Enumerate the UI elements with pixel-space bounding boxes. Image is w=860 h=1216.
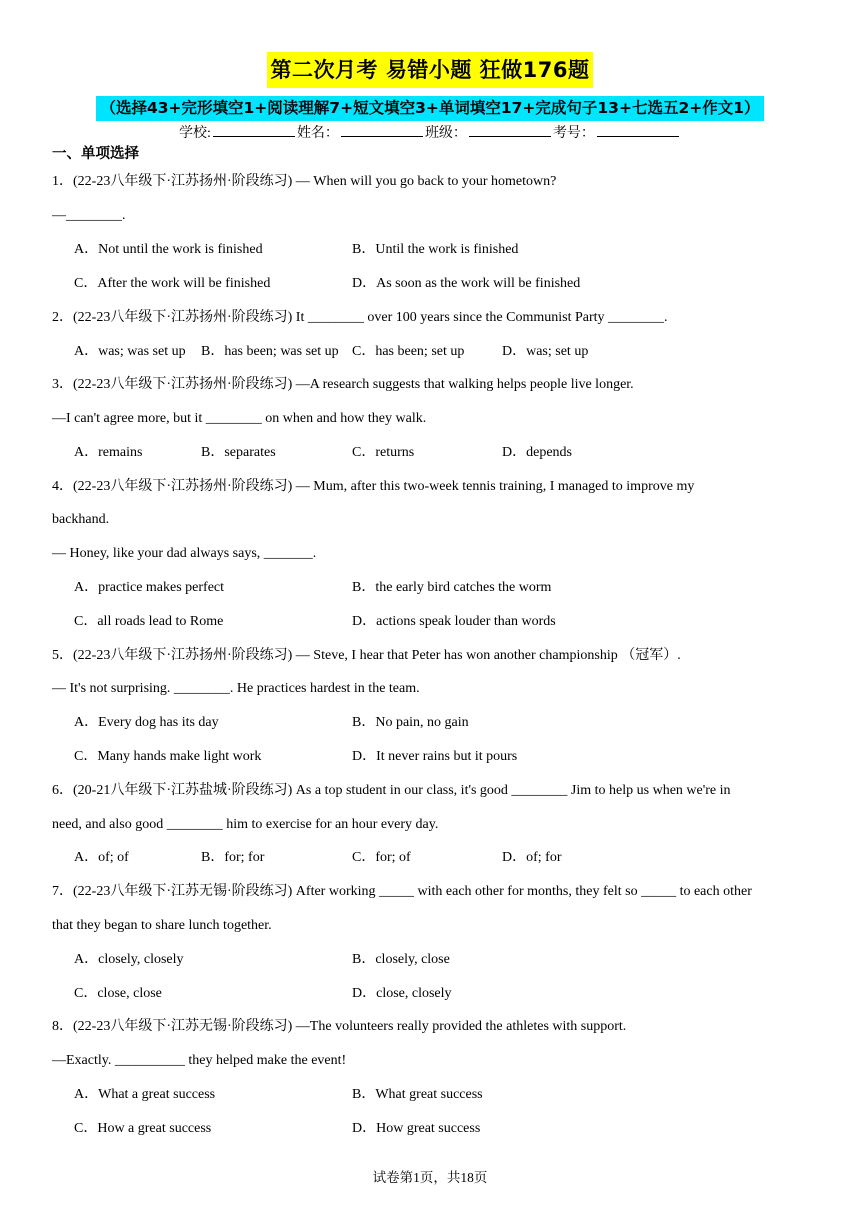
question-6-option-d: D．of; for <box>502 850 562 865</box>
question-2-option-b: B．has been; was set up <box>201 344 339 359</box>
question-8-option-b: B．What great success <box>352 1087 483 1102</box>
question-7-option-d: D．close, closely <box>352 986 452 1001</box>
name-label: 姓名： <box>296 126 339 141</box>
question-4-option-b: B．the early bird catches the worm <box>352 580 552 595</box>
page-footer: 试卷第1页，共18页 <box>372 1170 488 1185</box>
question-8-option-c: C．How a great success <box>74 1121 212 1136</box>
school-blank <box>213 122 295 137</box>
exam-number-label: 考号： <box>552 126 595 141</box>
question-7-line-1: 7．(22-23八年级下·江苏无锡·阶段练习) After working _____ with each other for months, they felt so _____ to each other <box>52 884 752 899</box>
question-6-option-a: A．of; of <box>74 850 129 865</box>
page-subtitle: （选择43+完形填空1+阅读理解7+短文填空3+单词填空17+完成句子13+七选五2+作文1） <box>96 96 763 121</box>
question-6-line-1: 6．(20-21八年级下·江苏盐城·阶段练习) As a top student in our class, it's good ________ Jim to help us when we're in <box>52 783 731 798</box>
question-1-line-2: —________. <box>52 208 126 223</box>
question-6-option-b: B．for; for <box>201 850 265 865</box>
question-7-line-2: that they began to share lunch together. <box>52 918 272 933</box>
question-3-option-a: A．remains <box>74 445 143 460</box>
student-info-line <box>0 122 860 144</box>
question-4-line-2: backhand. <box>52 512 110 527</box>
question-4-option-d: D．actions speak louder than words <box>352 614 556 629</box>
question-1-option-c: C．After the work will be finished <box>74 276 271 291</box>
question-3-option-b: B．separates <box>201 445 276 460</box>
question-8-line-1: 8．(22-23八年级下·江苏无锡·阶段练习) —The volunteers really provided the athletes with support. <box>52 1019 627 1034</box>
question-8-option-d: D．How great success <box>352 1121 481 1136</box>
question-5-option-b: B．No pain, no gain <box>352 715 469 730</box>
question-1-line-1: 1．(22-23八年级下·江苏扬州·阶段练习) — When will you go back to your hometown? <box>52 174 557 189</box>
question-7-option-a: A．closely, closely <box>74 952 184 967</box>
class-label: 班级： <box>424 126 467 141</box>
school-label: 学校: <box>179 126 211 141</box>
question-3-option-d: D．depends <box>502 445 572 460</box>
question-7-option-c: C．close, close <box>74 986 162 1001</box>
subtitle-area <box>0 96 860 121</box>
question-6-option-c: C．for; of <box>352 850 411 865</box>
class-blank <box>469 122 551 137</box>
question-5-line-1: 5．(22-23八年级下·江苏扬州·阶段练习) — Steve, I hear that Peter has won another championship （冠军）. <box>52 648 681 663</box>
question-3-line-1: 3．(22-23八年级下·江苏扬州·阶段练习) —A research suggests that walking helps people live longer. <box>52 377 634 392</box>
section-title: 一、单项选择 <box>52 146 139 162</box>
question-7-option-b: B．closely, close <box>352 952 450 967</box>
name-blank <box>341 122 423 137</box>
question-4-option-c: C．all roads lead to Rome <box>74 614 224 629</box>
question-6-line-2: need, and also good ________ him to exercise for an hour every day. <box>52 817 439 832</box>
question-5-option-c: C．Many hands make light work <box>74 749 262 764</box>
question-1-option-b: B．Until the work is finished <box>352 242 519 257</box>
question-4-line-1: 4．(22-23八年级下·江苏扬州·阶段练习) — Mum, after this two-week tennis training, I managed to improve my <box>52 479 695 494</box>
page-title: 第二次月考 易错小题 狂做176题 <box>267 52 594 88</box>
question-2-line-1: 2．(22-23八年级下·江苏扬州·阶段练习) It ________ over 100 years since the Communist Party ________. <box>52 310 668 325</box>
question-8-option-a: A．What a great success <box>74 1087 216 1102</box>
question-2-option-a: A．was; was set up <box>74 344 186 359</box>
question-2-option-d: D．was; set up <box>502 344 589 359</box>
title-area <box>0 52 860 88</box>
question-3-line-2: —I can't agree more, but it ________ on when and how they walk. <box>52 411 427 426</box>
question-5-line-2: — It's not surprising. ________. He practices hardest in the team. <box>52 681 420 696</box>
exam-number-blank <box>597 122 679 137</box>
question-1-option-d: D．As soon as the work will be finished <box>352 276 581 291</box>
question-4-option-a: A．practice makes perfect <box>74 580 225 595</box>
question-4-line-3: — Honey, like your dad always says, _______. <box>52 546 317 561</box>
question-3-option-c: C．returns <box>352 445 415 460</box>
question-2-option-c: C．has been; set up <box>352 344 465 359</box>
question-5-option-d: D．It never rains but it pours <box>352 749 518 764</box>
question-1-option-a: A．Not until the work is finished <box>74 242 263 257</box>
question-5-option-a: A．Every dog has its day <box>74 715 219 730</box>
question-8-line-2: —Exactly. __________ they helped make the event! <box>52 1053 347 1068</box>
